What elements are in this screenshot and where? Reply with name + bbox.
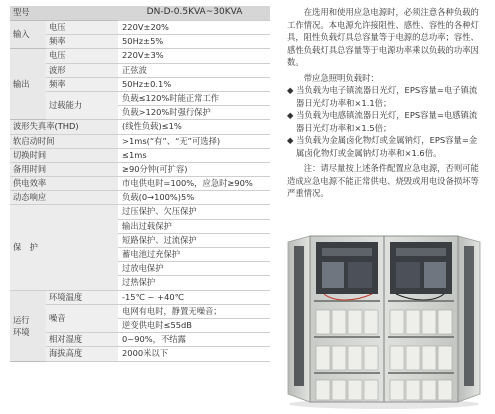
bullet-item (287, 109, 485, 134)
table-row (10, 205, 270, 219)
table-row (10, 148, 270, 162)
table-row (10, 162, 270, 176)
protection-item: 输出过载保护 (118, 219, 270, 233)
table-row (10, 347, 270, 361)
soft-start-value: >1ms(“有”、“无”可选择) (118, 134, 270, 148)
table-row (10, 49, 270, 63)
overload-value-1: 负载≤120%时能正常工作 (118, 91, 270, 105)
bullet-text: 当负载为金属卤化物灯或金属钠灯，EPS容量=金属卤化物灯或金属钠灯功率和×1.6倍。 (296, 135, 478, 158)
output-voltage-value: 220V±3% (118, 49, 270, 63)
noise-label: 噪音 (46, 304, 118, 332)
altitude-value: 2000米以下 (118, 347, 270, 361)
right-transformer (424, 262, 446, 288)
input-freq-label: 频率 (46, 35, 118, 49)
model-value: DN-D-0.5KVA~30KVA (118, 6, 270, 21)
protection-item: 过压保护、欠压保护 (118, 205, 270, 219)
efficiency-label: 供电效率 (10, 177, 118, 191)
table-row (10, 63, 270, 77)
table-row (10, 91, 270, 105)
bullet-item (287, 84, 485, 109)
table-row (10, 290, 270, 304)
output-wave-label: 波形 (46, 63, 118, 77)
table-row (10, 35, 270, 49)
bullet-text: 当负载为电感镇流器日光灯，EPS容量=电感镇流器日光灯功率和×1.5倍； (296, 110, 478, 133)
eps-cabinet-photo (284, 232, 484, 410)
spec-table (10, 6, 270, 362)
table-row (10, 191, 270, 205)
temp-label: 环境温度 (46, 290, 118, 304)
temp-value: -15℃ ~ +40℃ (118, 290, 270, 304)
overload-value-2: 负载>120%时强行保护 (118, 106, 270, 120)
left-breaker-block (348, 262, 372, 288)
diamond-bullet-icon: ◆ (287, 135, 294, 145)
table-row (10, 333, 270, 347)
output-wave-value: 正弦波 (118, 63, 270, 77)
input-voltage-label: 电压 (46, 21, 118, 35)
model-label: 型号 (10, 6, 118, 21)
thd-label: 波形失真率(THD) (10, 120, 118, 134)
left-door-vent (294, 246, 304, 386)
switch-time-value: ≤1ms (118, 148, 270, 162)
table-row (10, 134, 270, 148)
switch-time-label: 切换时间 (10, 148, 118, 162)
intro-paragraph: 在选用和使用应急电源时，必须注意各种负载的工作情况。本电源允许接阻性、感性、容性的各种灯具，阻性负载灯具总容量等于电源的总功率；容性、感性负载灯具总容量等于电源功率乘以负载的功率因数。 (287, 7, 479, 67)
input-group-label: 输入 (10, 21, 46, 49)
table-row (10, 177, 270, 191)
right-control-panel (396, 248, 446, 256)
altitude-label: 海拔高度 (46, 347, 118, 361)
soft-start-label: 软启动时间 (10, 134, 118, 148)
diamond-bullet-icon: ◆ (287, 85, 294, 95)
output-voltage-label: 电压 (46, 49, 118, 63)
dynamic-response-label: 动态响应 (10, 191, 118, 205)
bullet-text: 当负载为电子镇流器日光灯，EPS容量=电子镇流器日光灯功率和×1.1倍； (296, 85, 478, 108)
right-breaker-block (396, 262, 420, 288)
protection-item: 过放电保护 (118, 262, 270, 276)
lighting-load-heading: 带应急照明负载时： (303, 72, 379, 83)
input-voltage-value: 220V±20% (118, 21, 270, 35)
protection-item: 蓄电池过充保护 (118, 248, 270, 262)
thd-value: (线性负载)≤1% (118, 120, 270, 134)
right-door-vent (464, 246, 474, 386)
output-freq-value: 50Hz±0.1% (118, 77, 270, 91)
overload-label: 过载能力 (46, 91, 118, 119)
environment-label-line-1: 运行 (13, 314, 30, 325)
left-control-panel (322, 248, 372, 256)
backup-time-label: 备用时间 (10, 162, 118, 176)
bullet-item (287, 134, 485, 159)
note-paragraph: 注：请尽量按上述条件配置应急电源，否则可能造成应急电源不能正常供电、烧毁或用电设备损坏等严重情况。 (287, 163, 479, 198)
table-row (10, 21, 270, 35)
selection-notes (287, 6, 485, 200)
output-group-label: 输出 (10, 49, 46, 120)
table-row (10, 120, 270, 134)
dynamic-response-value: 负载(0→100%)5% (118, 191, 270, 205)
noise-value-1: 电网有电时，静置无噪音； (118, 304, 270, 318)
left-transformer (322, 262, 344, 288)
humidity-label: 相对湿度 (46, 333, 118, 347)
table-header-row (10, 6, 270, 21)
input-freq-value: 50Hz±5% (118, 35, 270, 49)
humidity-value: 0~90%，不结露 (118, 333, 270, 347)
protection-label: 保 护 (10, 205, 118, 290)
diamond-bullet-icon: ◆ (287, 110, 294, 120)
efficiency-value: 市电供电时=100%，应急时≥90% (118, 177, 270, 191)
environment-label-line-2: 环境 (13, 326, 30, 337)
table-row (10, 304, 270, 318)
output-freq-label: 频率 (46, 77, 118, 91)
backup-time-value: ≥90分钟(可扩容) (118, 162, 270, 176)
table-row (10, 77, 270, 91)
environment-group-label (10, 290, 46, 361)
protection-item: 过热保护 (118, 276, 270, 290)
noise-value-2: 逆变供电时≤55dB (118, 318, 270, 332)
protection-item: 短路保护、过流保护 (118, 233, 270, 247)
